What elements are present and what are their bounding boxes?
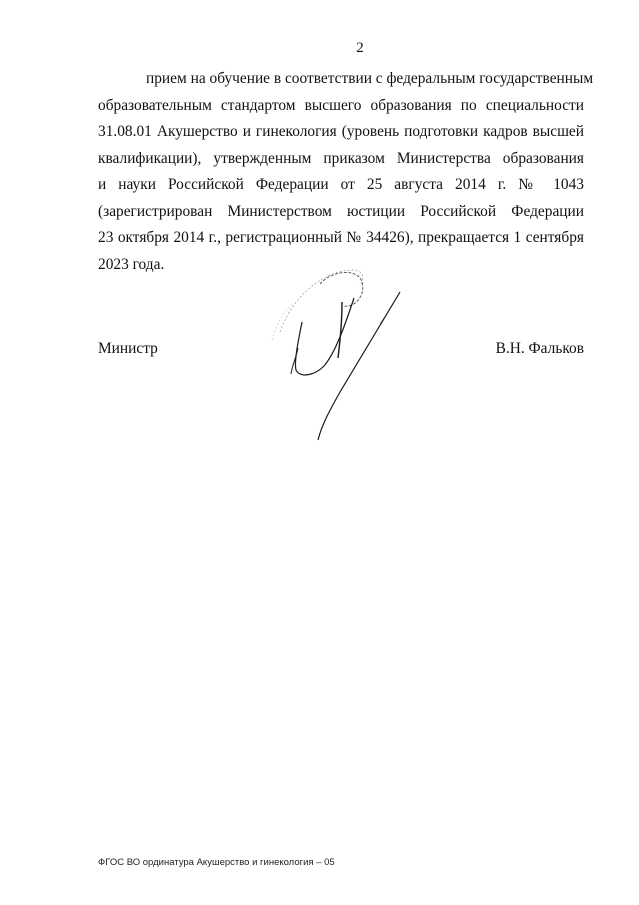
body-line: (зарегистрирован Министерством юстиции Российской Федерации [98,202,584,220]
page-number: 2 [356,40,364,56]
body-line: прием на обучение в соответствии с федеральным государственным [146,70,594,87]
signer-title: Министр [98,340,158,357]
body-line: 31.08.01 Акушерство и гинекология (уровень подготовки кадров высшей [98,123,584,140]
body-line: и науки Российской Федерации от 25 августа 2014 г. № 1043 [98,176,584,193]
body-paragraph [98,66,594,278]
document-footer: ФГОС ВО ординатура Акушерство и гинекология – 05 [98,857,335,868]
body-line: 23 октября 2014 г., регистрационный № 34426), прекращается 1 сентября [98,229,584,246]
body-line: 2023 года. [98,255,165,273]
body-line: образовательным стандартом высшего образования по специальности [98,96,584,114]
body-line: квалификации), утвержденным приказом Министерства образования [98,149,584,167]
signer-name: В.Н. Фальков [495,340,584,357]
signature-block [98,340,584,370]
